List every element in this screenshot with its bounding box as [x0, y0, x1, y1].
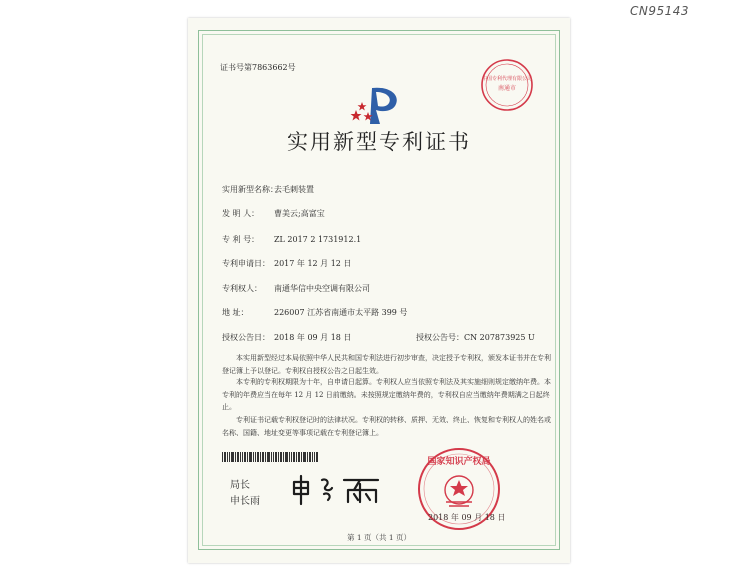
agency-stamp — [480, 58, 534, 112]
svg-text:中国专利代理有限公司: 中国专利代理有限公司 — [481, 76, 533, 82]
signer-title: 局长 — [230, 480, 250, 491]
signer-name: 申长雨 — [230, 496, 260, 507]
certificate-number: 证书号第7863662号 — [220, 63, 296, 72]
field-inventor: 发 明 人： 曹美云;高富宝 — [222, 209, 325, 218]
field-patent-number: 专 利 号： ZL 2017 2 1731912.1 — [222, 235, 362, 244]
field-filing-date: 专利申请日： 2017 年 12 月 12 日 — [222, 259, 352, 268]
certificate-sheet — [188, 18, 570, 563]
body-paragraph-3: 专利证书记载专利权登记时的法律状况。专利权的转移、质押、无效、终止、恢复和专利权人的姓名或名称、国籍、地址变更等事项记载在专利登记簿上。 — [222, 416, 551, 437]
handwritten-signature — [288, 472, 386, 506]
field-announcement-date: 授权公告日： 2018 年 09 月 18 日 — [222, 333, 352, 342]
body-paragraph-1: 本实用新型经过本局依照中华人民共和国专利法进行初步审查，决定授予专利权，颁发本证书并在专利登记簿上予以登记。专利权自授权公告之日起生效。 — [222, 354, 551, 375]
svg-text:南通市: 南通市 — [497, 85, 517, 92]
svg-text:国家知识产权局: 国家知识产权局 — [427, 457, 491, 467]
seal-date: 2018 年 09 月 18 日 — [428, 513, 506, 522]
certificate-title: 实用新型专利证书 — [287, 130, 471, 154]
field-announcement-number: 授权公告号：CN 207873925 U — [416, 333, 535, 342]
patent-office-logo — [348, 84, 408, 126]
field-address: 地 址： 226007 江苏省南通市太平路 399 号 — [222, 308, 408, 317]
field-patentee: 专利权人： 南通华信中央空调有限公司 — [222, 284, 370, 293]
body-paragraph-2: 本专利的专利权期限为十年，自申请日起算。专利权人应当依照专利法及其实施细则规定缴纳年费。本专利的年费应当在每年 12 月 12 日前缴纳。未按照规定缴纳年费的，专利权自应当缴纳年费期满之日起终止。 — [222, 378, 551, 411]
corner-handwritten-note: CN95143 — [630, 4, 690, 18]
field-utility-name: 实用新型名称：去毛刺装置 — [222, 185, 314, 194]
page-indicator: 第 1 页（共 1 页） — [346, 533, 412, 542]
barcode — [222, 452, 318, 462]
